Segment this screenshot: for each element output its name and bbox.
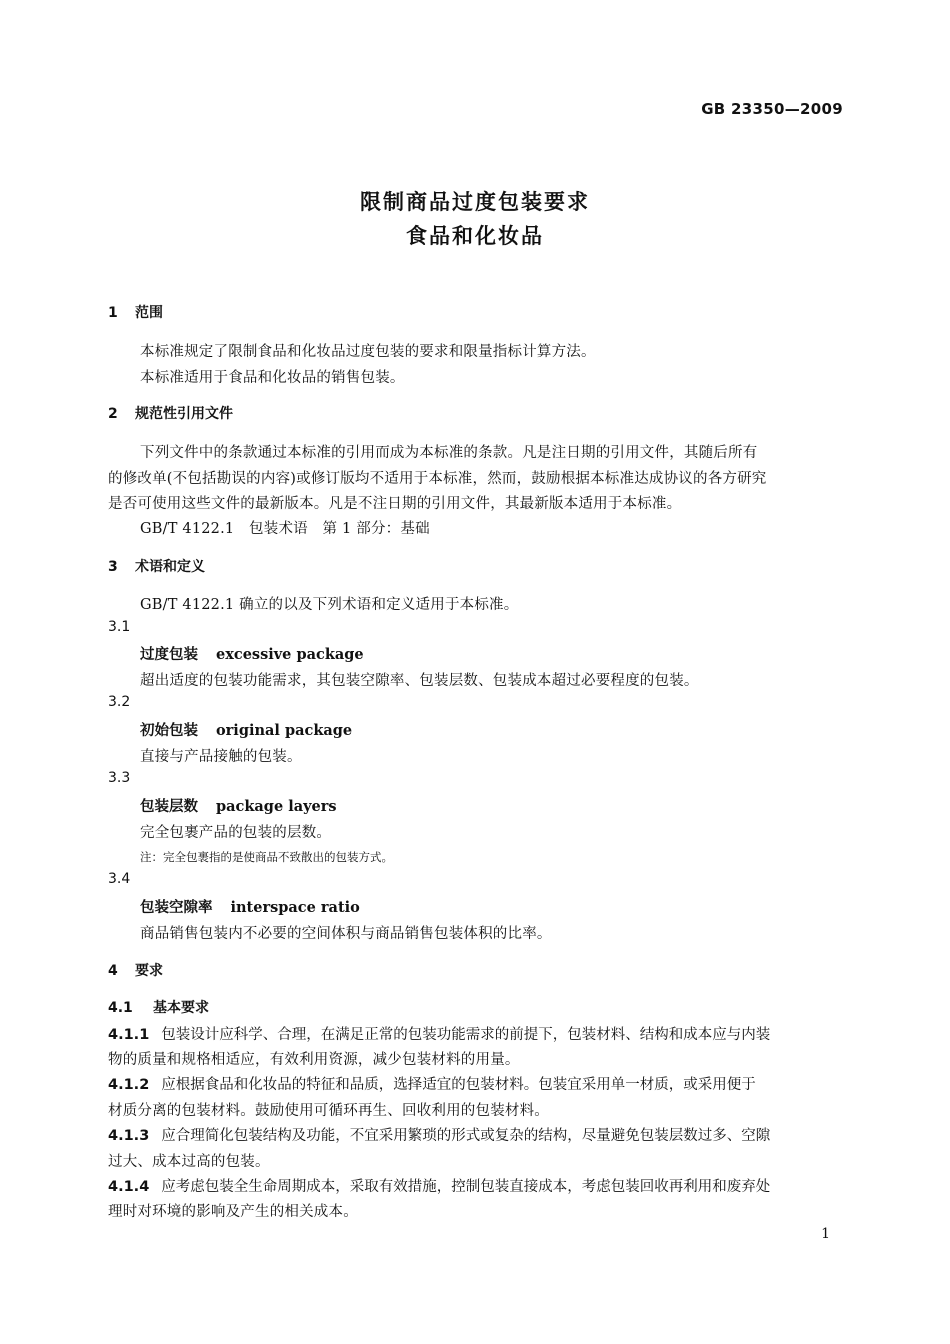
term-definition: 超出适度的包装功能需求，其包装空隙率、包装层数、包装成本超过必要程度的包装。 bbox=[140, 673, 699, 689]
term-heading bbox=[140, 896, 360, 917]
clause-number: 4.1.1 bbox=[108, 1027, 150, 1043]
term-note: 注：完全包裹指的是使商品不致散出的包装方式。 bbox=[140, 850, 393, 864]
clause-text: 应合理简化包装结构及功能，不宜采用繁琐的形式或复杂的结构，尽量避免包装层数过多、空隙 bbox=[161, 1128, 771, 1144]
term-zh: 初始包装 bbox=[140, 723, 198, 739]
term-number: 3.4 bbox=[108, 871, 131, 887]
paragraph: 本标准适用于食品和化妆品的销售包装。 bbox=[140, 370, 405, 386]
term-en: interspace ratio bbox=[230, 899, 360, 916]
standard-code: GB 23350—2009 bbox=[701, 100, 843, 118]
term-en: original package bbox=[216, 722, 353, 739]
section-number: 2 bbox=[108, 406, 118, 422]
paragraph: GB/T 4122.1 确立的以及下列术语和定义适用于本标准。 bbox=[140, 597, 519, 613]
clause-number: 4.1.3 bbox=[108, 1128, 150, 1144]
clause-line bbox=[108, 1124, 770, 1145]
clause-number: 4.1.2 bbox=[108, 1077, 150, 1093]
clause-continuation: 过大、成本过高的包装。 bbox=[108, 1154, 270, 1170]
term-heading bbox=[140, 719, 352, 740]
term-zh: 包装空隙率 bbox=[140, 900, 213, 916]
term-zh: 包装层数 bbox=[140, 799, 198, 815]
section-title: 范围 bbox=[135, 305, 163, 321]
term-heading bbox=[140, 795, 337, 816]
section-title: 规范性引用文件 bbox=[135, 406, 233, 422]
section-number: 3 bbox=[108, 559, 118, 575]
clause-text: 应考虑包装全生命周期成本，采取有效措施，控制包装直接成本，考虑包装回收再利用和废弃处 bbox=[161, 1179, 771, 1195]
clause-line bbox=[108, 1023, 770, 1044]
section-4-heading bbox=[108, 960, 163, 980]
term-zh: 过度包装 bbox=[140, 647, 198, 663]
section-title: 要求 bbox=[135, 963, 163, 979]
clause-continuation: 物的质量和规格相适应，有效利用资源，减少包装材料的用量。 bbox=[108, 1052, 520, 1068]
section-3-heading bbox=[108, 556, 205, 576]
term-number: 3.2 bbox=[108, 694, 131, 710]
subsection-number: 4.1 bbox=[108, 1000, 133, 1016]
subsection-title: 基本要求 bbox=[153, 1000, 209, 1016]
section-title: 术语和定义 bbox=[135, 559, 205, 575]
normative-reference: GB/T 4122.1 包装术语 第 1 部分：基础 bbox=[140, 521, 430, 537]
clause-text: 包装设计应科学、合理，在满足正常的包装功能需求的前提下，包装材料、结构和成本应与内装 bbox=[161, 1027, 771, 1043]
section-2-heading bbox=[108, 403, 233, 423]
section-1-heading bbox=[108, 302, 163, 322]
term-definition: 直接与产品接触的包装。 bbox=[140, 749, 302, 765]
paragraph-line: 的修改单(不包括勘误的内容)或修订版均不适用于本标准，然而，鼓励根据本标准达成协议的各方研究 bbox=[108, 471, 767, 487]
section-number: 1 bbox=[108, 305, 118, 321]
term-number: 3.1 bbox=[108, 619, 131, 635]
term-en: package layers bbox=[216, 798, 337, 815]
term-heading bbox=[140, 643, 364, 664]
term-number: 3.3 bbox=[108, 770, 131, 786]
section-number: 4 bbox=[108, 963, 118, 979]
clause-continuation: 理时对环境的影响及产生的相关成本。 bbox=[108, 1204, 358, 1220]
title-line-1: 限制商品过度包装要求 bbox=[360, 190, 590, 214]
paragraph: 本标准规定了限制食品和化妆品过度包装的要求和限量指标计算方法。 bbox=[140, 344, 596, 360]
term-definition: 完全包裹产品的包装的层数。 bbox=[140, 825, 332, 841]
clause-text: 应根据食品和化妆品的特征和品质，选择适宜的包装材料。包装宜采用单一材质，或采用便于 bbox=[161, 1077, 756, 1093]
clause-number: 4.1.4 bbox=[108, 1179, 150, 1195]
paragraph-line: 是否可使用这些文件的最新版本。凡是不注日期的引用文件，其最新版本适用于本标准。 bbox=[108, 496, 682, 512]
term-definition: 商品销售包装内不必要的空间体积与商品销售包装体积的比率。 bbox=[140, 926, 552, 942]
subsection-heading bbox=[108, 997, 209, 1017]
clause-continuation: 材质分离的包装材料。鼓励使用可循环再生、回收利用的包装材料。 bbox=[108, 1103, 549, 1119]
paragraph-line: 下列文件中的条款通过本标准的引用而成为本标准的条款。凡是注日期的引用文件，其随后所有 bbox=[140, 445, 758, 461]
page-number: 1 bbox=[821, 1226, 830, 1242]
term-en: excessive package bbox=[216, 646, 364, 663]
title-line-2: 食品和化妆品 bbox=[406, 224, 544, 248]
clause-line bbox=[108, 1175, 770, 1196]
clause-line bbox=[108, 1073, 756, 1094]
